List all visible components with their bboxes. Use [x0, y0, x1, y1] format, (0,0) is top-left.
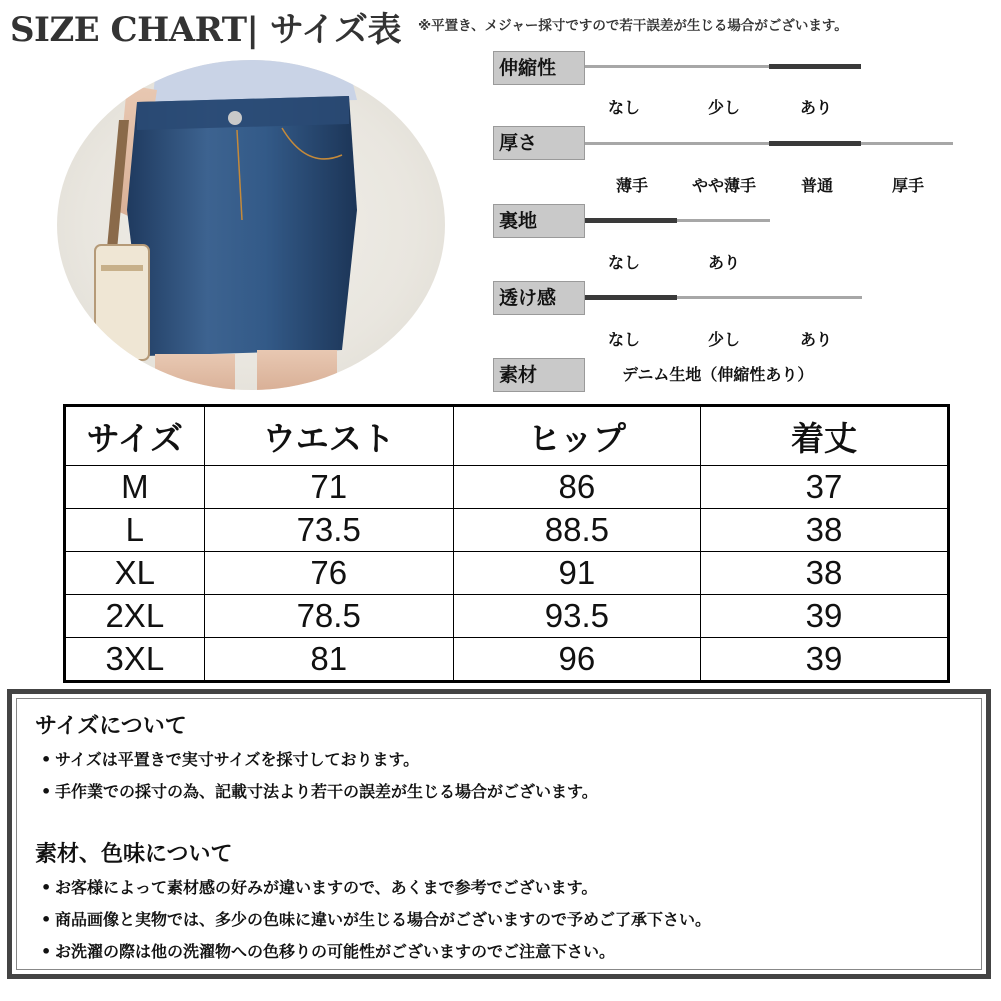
- cell-waist: 81: [204, 638, 453, 682]
- sheerness-tick-yes: あり: [799, 330, 833, 349]
- stretch-scale-fill: [769, 64, 861, 69]
- size-table: [63, 404, 950, 683]
- table-row: [65, 466, 949, 509]
- cell-size: 2XL: [65, 595, 205, 638]
- spec-label-stretch: 伸縮性: [493, 51, 585, 85]
- cell-hip: 93.5: [453, 595, 700, 638]
- list-item: [41, 779, 598, 802]
- cell-size: XL: [65, 552, 205, 595]
- header-hip: ヒップ: [453, 406, 700, 466]
- notes-box: [7, 689, 991, 979]
- size-note-2: 手作業での採寸の為、記載寸法より若干の誤差が生じる場合がございます。: [55, 782, 598, 801]
- spec-label-sheerness: 透け感: [493, 281, 585, 315]
- cell-size: L: [65, 509, 205, 552]
- spec-label-thickness: 厚さ: [493, 126, 585, 160]
- table-row: [65, 595, 949, 638]
- bullet: •: [41, 782, 52, 801]
- spec-label-material: 素材: [493, 358, 585, 392]
- lining-tick-yes: あり: [707, 253, 741, 272]
- cell-length: 38: [700, 509, 948, 552]
- sheerness-scale-fill: [585, 295, 677, 300]
- bullet: •: [41, 878, 52, 897]
- bullet: •: [41, 910, 52, 929]
- size-table-header-row: [65, 406, 949, 466]
- bullet: •: [41, 942, 52, 961]
- cell-hip: 88.5: [453, 509, 700, 552]
- cell-hip: 96: [453, 638, 700, 682]
- material-value: デニム生地（伸縮性あり）: [622, 365, 814, 384]
- list-item: [41, 875, 597, 898]
- thickness-scale-fill: [769, 141, 861, 146]
- lining-tick-none: なし: [607, 253, 641, 272]
- page-title: SIZE CHART| サイズ表: [10, 10, 402, 50]
- spec-label-lining: 裏地: [493, 204, 585, 238]
- cell-size: 3XL: [65, 638, 205, 682]
- cell-waist: 78.5: [204, 595, 453, 638]
- cell-waist: 73.5: [204, 509, 453, 552]
- cell-length: 38: [700, 552, 948, 595]
- header-length: 着丈: [700, 406, 948, 466]
- cell-length: 39: [700, 638, 948, 682]
- thickness-tick-slightly-thin: やや薄手: [691, 176, 757, 195]
- material-note-2: 商品画像と実物では、多少の色味に違いが生じる場合がございますので予めご了承下さい。: [55, 910, 712, 929]
- cell-waist: 71: [204, 466, 453, 509]
- sheerness-tick-slight: 少し: [707, 330, 741, 349]
- thickness-tick-thick: 厚手: [891, 176, 925, 195]
- cell-waist: 76: [204, 552, 453, 595]
- list-item: [41, 939, 615, 962]
- table-row: [65, 509, 949, 552]
- cell-length: 37: [700, 466, 948, 509]
- cell-hip: 91: [453, 552, 700, 595]
- denim-skirt-illustration: [57, 60, 445, 390]
- list-item: [41, 907, 711, 930]
- size-note-1: サイズは平置きで実寸サイズを採寸しております。: [55, 750, 420, 769]
- list-item: [41, 747, 419, 770]
- material-note-3: お洗濯の際は他の洗濯物への色移りの可能性がございますのでご注意下さい。: [55, 942, 616, 961]
- table-row: [65, 552, 949, 595]
- cell-size: M: [65, 466, 205, 509]
- sheerness-tick-none: なし: [607, 330, 641, 349]
- stretch-tick-none: なし: [607, 98, 641, 117]
- product-photo: [57, 60, 445, 390]
- stretch-tick-yes: あり: [799, 98, 833, 117]
- lining-scale-fill: [585, 218, 677, 223]
- table-row: [65, 638, 949, 682]
- cell-length: 39: [700, 595, 948, 638]
- bullet: •: [41, 750, 52, 769]
- thickness-tick-thin: 薄手: [615, 176, 649, 195]
- cell-hip: 86: [453, 466, 700, 509]
- notes-inner-frame: [16, 698, 982, 970]
- size-notes-heading: サイズについて: [35, 714, 187, 739]
- stretch-tick-slight: 少し: [707, 98, 741, 117]
- material-notes-heading: 素材、色味について: [35, 842, 233, 867]
- header-waist: ウエスト: [204, 406, 453, 466]
- material-note-1: お客様によって素材感の好みが違いますので、あくまで参考でございます。: [55, 878, 598, 897]
- measurement-note: ※平置き、メジャー採寸ですので若干誤差が生じる場合がございます。: [418, 18, 848, 34]
- thickness-tick-normal: 普通: [800, 176, 834, 195]
- header-size: サイズ: [65, 406, 205, 466]
